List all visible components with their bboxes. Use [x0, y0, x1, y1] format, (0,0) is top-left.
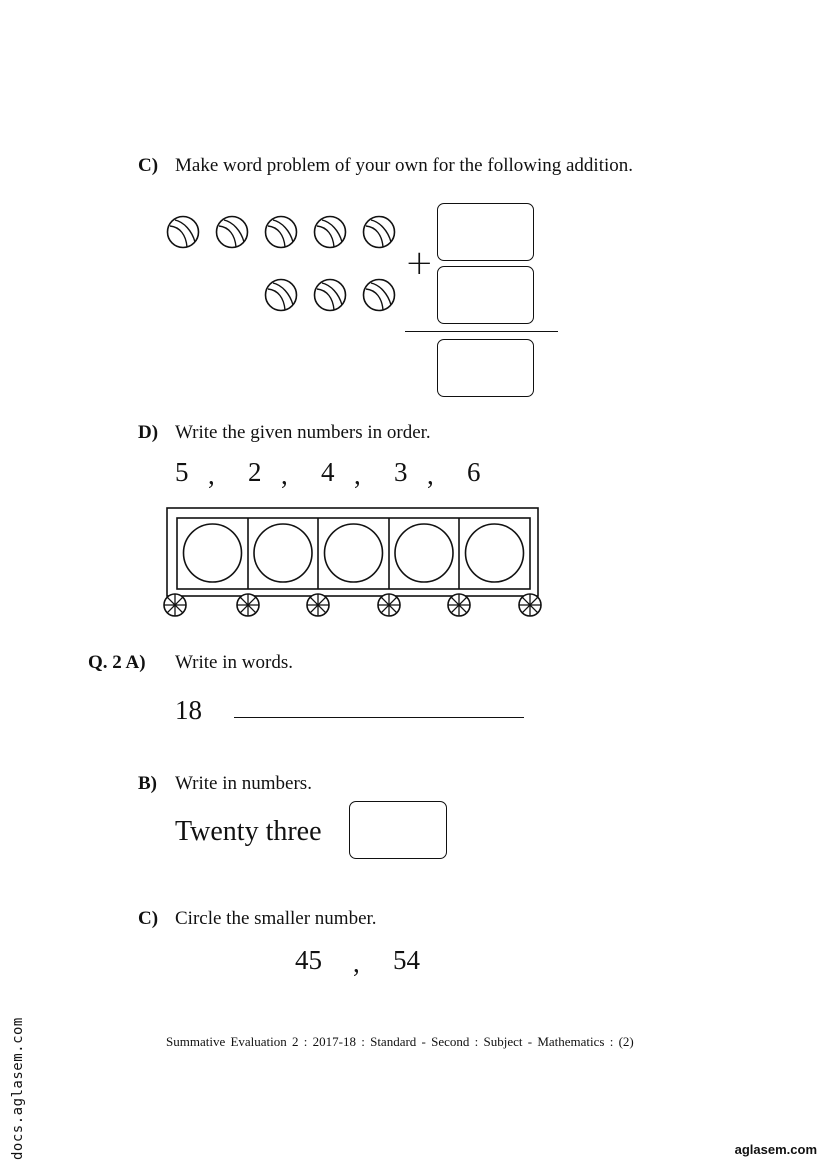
q2a-label: Q. 2 A)	[88, 652, 146, 673]
wheel-icon	[448, 594, 470, 616]
plus-sign: +	[405, 243, 434, 283]
section-c-label: C)	[138, 155, 159, 176]
q2c-instruction: Circle the smaller number.	[175, 908, 377, 929]
number-slot[interactable]	[395, 524, 453, 582]
q2b-label: B)	[138, 773, 157, 794]
order-separator: ,	[354, 460, 361, 490]
ball-icon	[166, 215, 200, 249]
sum-box[interactable]	[437, 339, 534, 397]
q2b-answer-box[interactable]	[349, 801, 447, 859]
page-footer: Summative Evaluation 2 : 2017-18 : Standard - Second : Subject - Mathematics : (2)	[166, 1034, 634, 1049]
train-diagram	[160, 505, 550, 625]
q2b-words: Twenty three	[175, 816, 322, 847]
wheel-icon	[519, 594, 541, 616]
q2b-instruction: Write in numbers.	[175, 773, 312, 794]
addend-box-1[interactable]	[437, 203, 534, 261]
q2a-instruction: Write in words.	[175, 652, 293, 673]
wheel-icon	[378, 594, 400, 616]
q2c-number-1[interactable]: 45	[295, 945, 322, 975]
number-slot[interactable]	[184, 524, 242, 582]
order-separator: ,	[427, 460, 434, 490]
q2c-separator: ,	[353, 948, 360, 978]
order-number: 5	[175, 457, 189, 487]
ball-icon	[264, 278, 298, 312]
order-number: 3	[394, 457, 408, 487]
ball-icon	[215, 215, 249, 249]
sum-line	[405, 331, 558, 332]
order-number: 6	[467, 457, 481, 487]
order-number: 4	[321, 457, 335, 487]
order-separator: ,	[208, 460, 215, 490]
addend-box-2[interactable]	[437, 266, 534, 324]
section-d-instruction: Write the given numbers in order.	[175, 422, 431, 443]
ball-icon	[362, 278, 396, 312]
q2c-label: C)	[138, 908, 159, 929]
ball-icon	[264, 215, 298, 249]
ball-icon	[313, 278, 347, 312]
order-separator: ,	[281, 460, 288, 490]
section-d-label: D)	[138, 422, 159, 443]
order-number: 2	[248, 457, 262, 487]
section-c-instruction: Make word problem of your own for the following addition.	[175, 155, 634, 176]
wheel-icon	[164, 594, 186, 616]
q2a-number: 18	[175, 695, 202, 725]
side-watermark: docs.aglasem.com	[10, 1017, 26, 1160]
ball-icon	[362, 215, 396, 249]
q2a-answer-line[interactable]	[234, 717, 524, 718]
wheel-icon	[307, 594, 329, 616]
number-slot[interactable]	[254, 524, 312, 582]
ball-icon	[313, 215, 347, 249]
number-slot[interactable]	[466, 524, 524, 582]
wheel-icon	[237, 594, 259, 616]
number-slot[interactable]	[325, 524, 383, 582]
q2c-number-2[interactable]: 54	[393, 945, 420, 975]
brand-watermark: aglasem.com	[734, 1142, 817, 1157]
